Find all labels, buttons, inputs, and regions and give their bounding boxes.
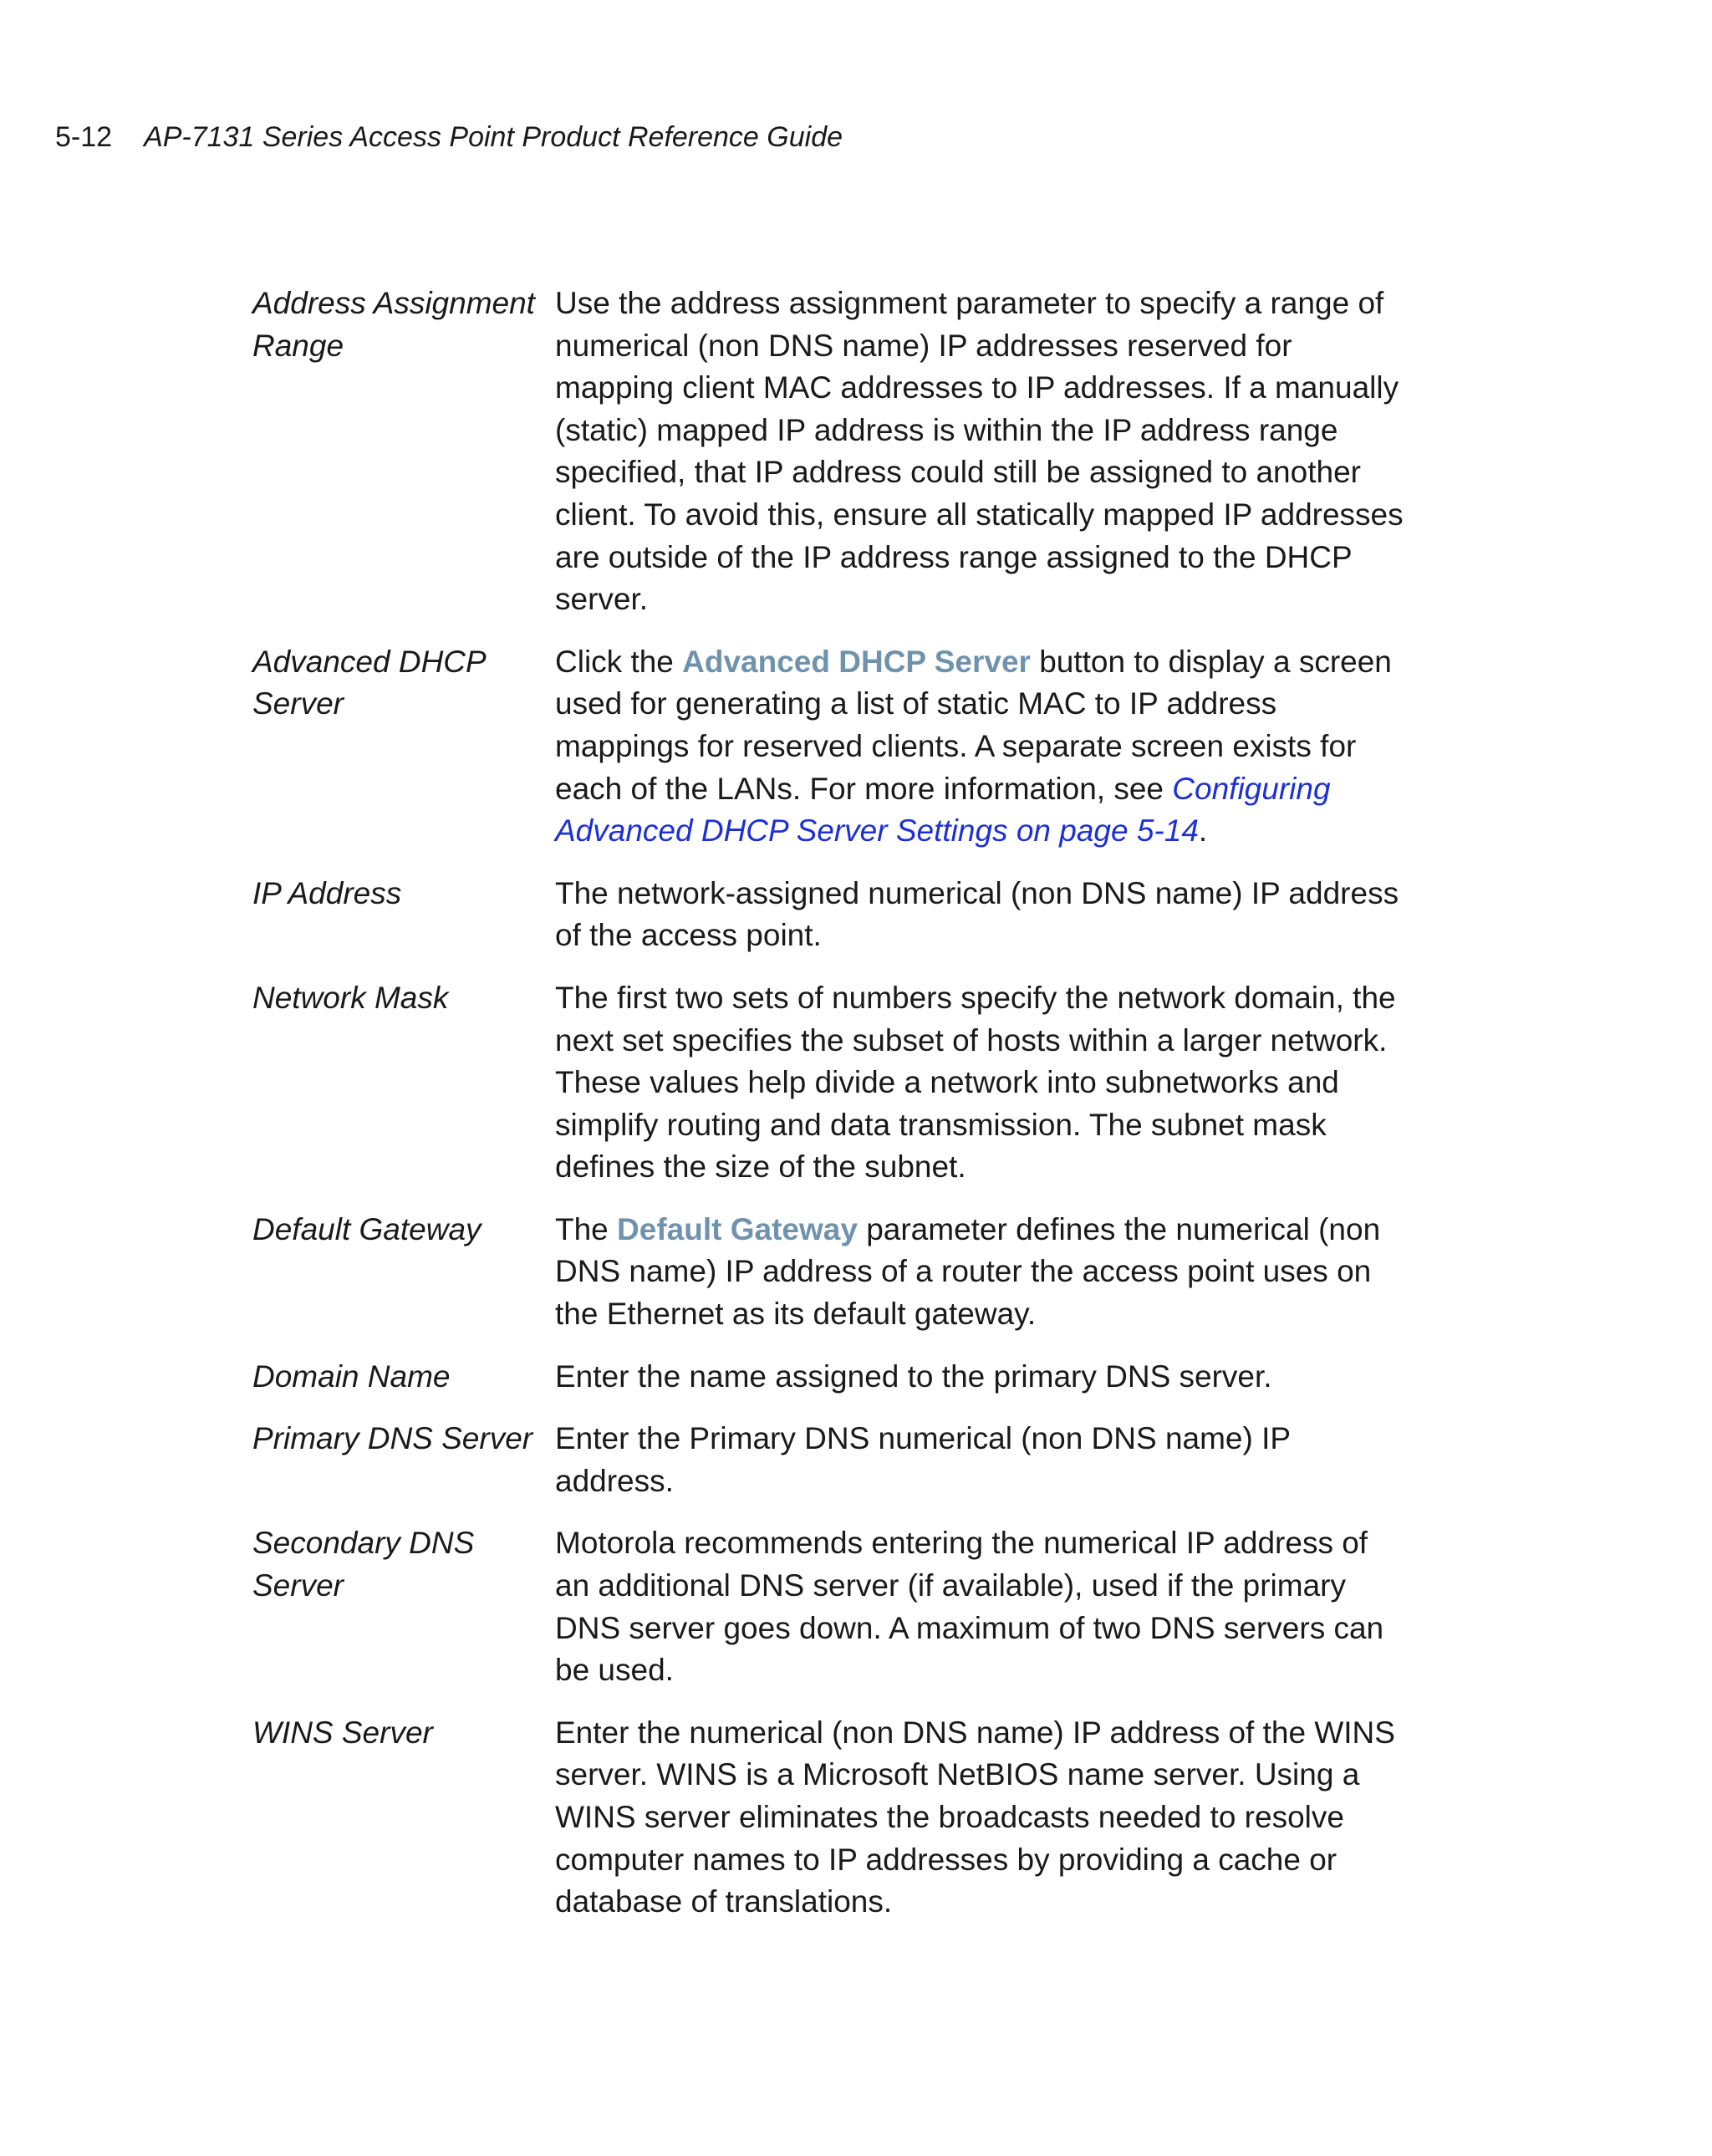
running-header [55,115,843,159]
param-row-primary-dns-server [252,1418,1439,1502]
desc-text: The [555,1211,618,1246]
param-description: Motorola recommends entering the numerical IP address of an additional DNS server (if available), used if the primary DNS server goes down. A maximum of two DNS servers can be used. [555,1526,1384,1688]
param-term: Network Mask [252,980,449,1015]
ui-reference-advanced-dhcp-server: Advanced DHCP Server [682,644,1031,679]
cross-reference-link[interactable]: Configuring Advanced DHCP Server Settings on page 5-14 [555,771,1331,849]
desc-text: Click the [555,644,683,679]
param-row-wins-server [252,1712,1439,1924]
param-description: Use the address assignment parameter to specify a range of numerical (non DNS name) IP addresses reserved for mapping client MAC addresses to IP addresses. If a manually (static) mapped IP address is within the IP address range specified, that IP address could still be assigned to another client. To avoid this, ensure all statically mapped IP addresses are outside of the IP address range assigned to the DHCP server. [555,286,1404,617]
param-term: Domain Name [252,1358,451,1394]
param-row-advanced-dhcp-server [252,641,1439,853]
param-description [555,1209,1408,1336]
param-term: Advanced DHCP Server [252,644,486,721]
param-term: Primary DNS Server [252,1421,533,1456]
param-row-address-assignment-range [252,283,1439,621]
param-description: Enter the name assigned to the primary DNS server. [555,1358,1272,1394]
param-description: The first two sets of numbers specify the network domain, the next set specifies the subset of hosts within a larger network. These values help divide a network into subnetworks and simplify routing and data transmission. The subnet mask defines the size of the subnet. [555,980,1396,1185]
param-term: Address Assignment Range [252,286,535,363]
param-term: WINS Server [252,1715,433,1750]
param-description: The network-assigned numerical (non DNS name) IP address of the access point. [555,875,1399,953]
param-term: IP Address [252,875,402,910]
param-description: Enter the Primary DNS numerical (non DNS name) IP address. [555,1421,1291,1498]
param-description [555,641,1408,853]
param-row-ip-address [252,873,1439,957]
page-number: 5-12 [55,121,113,153]
parameter-table [252,283,1439,1944]
param-row-network-mask [252,977,1439,1189]
param-row-secondary-dns-server [252,1522,1439,1691]
desc-text: button to display a screen used for generating a list of static MAC to IP address mappings for reserved clients. A separate screen exists for each of the LANs. For more information, see [555,644,1392,806]
guide-title: AP-7131 Series Access Point Product Reference Guide [144,121,843,153]
param-row-default-gateway [252,1209,1439,1336]
ui-reference-default-gateway: Default Gateway [617,1211,858,1246]
desc-text: parameter defines the numerical (non DNS name) IP address of a router the access point uses on the Ethernet as its default gateway. [555,1211,1381,1332]
param-term: Default Gateway [252,1211,482,1246]
param-description: Enter the numerical (non DNS name) IP address of the WINS server. WINS is a Microsoft NetBIOS name server. Using a WINS server eliminates the broadcasts needed to resolve computer names to IP addresses by providing a cache or database of translations. [555,1715,1395,1919]
desc-text: . [1198,813,1208,849]
param-term: Secondary DNS Server [252,1526,475,1603]
param-row-domain-name [252,1356,1439,1399]
